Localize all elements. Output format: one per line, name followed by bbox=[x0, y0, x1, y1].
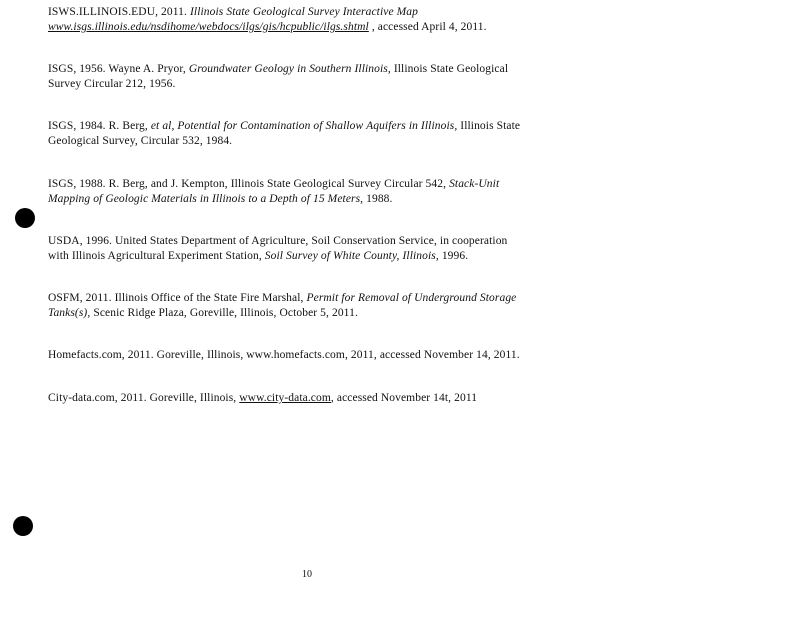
reference-entry bbox=[48, 391, 608, 406]
reference-text: Soil Survey of White County, Illinois, bbox=[264, 250, 439, 262]
reference-text: ISWS.ILLINOIS.EDU, 2011. bbox=[48, 6, 190, 18]
reference-text: , accessed November 14t, 2011 bbox=[330, 392, 478, 404]
reference-line bbox=[48, 5, 608, 20]
reference-text: et al, Potential for Contamination of Shallow Aquifers in Illinois, bbox=[150, 120, 458, 132]
reference-text: Mapping of Geologic Materials in Illinois to a Depth of 15 Meters, bbox=[48, 193, 364, 205]
reference-line bbox=[48, 249, 608, 264]
hole-punch-lower bbox=[13, 516, 33, 536]
reference-text: Permit for Removal of Underground Storage bbox=[306, 292, 517, 304]
reference-text: City-data.com, 2011. Goreville, Illinois, bbox=[48, 392, 240, 404]
reference-text: ISGS, 1988. R. Berg, and J. Kempton, Illinois State Geological Survey Circular 542, bbox=[48, 178, 450, 190]
reference-text: ISGS, 1984. R. Berg, bbox=[48, 120, 151, 132]
page-number: 10 bbox=[302, 569, 312, 580]
reference-line bbox=[48, 134, 608, 149]
reference-line bbox=[48, 348, 608, 363]
reference-line bbox=[48, 234, 608, 249]
reference-link[interactable]: www.city-data.com bbox=[239, 392, 331, 404]
reference-line bbox=[48, 177, 608, 192]
reference-text: Groundwater Geology in Southern Illinois, bbox=[188, 63, 391, 75]
reference-line bbox=[48, 306, 608, 321]
reference-text: Homefacts.com, 2011. Goreville, Illinois, www.homefacts.com, 2011, accessed November 14, 2011. bbox=[48, 349, 520, 361]
reference-text: Illinois State Geological bbox=[390, 63, 509, 75]
reference-text: ISGS, 1956. Wayne A. Pryor, bbox=[48, 63, 189, 75]
reference-text: Illinois State Geological Survey Interactive Map bbox=[189, 6, 419, 18]
reference-entry bbox=[48, 291, 608, 321]
reference-text: Illinois State bbox=[457, 120, 521, 132]
reference-text: Geological Survey, Circular 532, 1984. bbox=[48, 135, 233, 147]
reference-line bbox=[48, 119, 608, 134]
reference-entry bbox=[48, 119, 608, 149]
reference-entry bbox=[48, 62, 608, 92]
reference-link[interactable]: www.isgs.illinois.edu/nsdihome/webdocs/ilgs/gis/hcpublic/ilgs.shtml bbox=[48, 21, 369, 33]
reference-line bbox=[48, 20, 608, 35]
reference-entry bbox=[48, 234, 608, 264]
reference-text: USDA, 1996. United States Department of Agriculture, Soil Conservation Service, in cooperation bbox=[48, 235, 508, 247]
reference-text: Tanks(s), bbox=[48, 307, 91, 319]
reference-line bbox=[48, 192, 608, 207]
reference-line bbox=[48, 291, 608, 306]
reference-text: 1988. bbox=[363, 193, 393, 205]
reference-entry bbox=[48, 177, 608, 207]
hole-punch-upper bbox=[15, 208, 35, 228]
reference-text: 1996. bbox=[438, 250, 469, 262]
reference-text: with Illinois Agricultural Experiment Station, bbox=[48, 250, 265, 262]
reference-line bbox=[48, 77, 608, 92]
reference-entry bbox=[48, 5, 608, 35]
reference-line bbox=[48, 62, 608, 77]
reference-text: OSFM, 2011. Illinois Office of the State Fire Marshal, bbox=[48, 292, 307, 304]
reference-text: Survey Circular 212, 1956. bbox=[48, 78, 176, 90]
reference-text: Stack-Unit bbox=[449, 178, 500, 190]
reference-text: Scenic Ridge Plaza, Goreville, Illinois, October 5, 2011. bbox=[90, 307, 358, 319]
reference-entry bbox=[48, 348, 608, 363]
reference-line bbox=[48, 391, 608, 406]
reference-text: , accessed April 4, 2011. bbox=[368, 21, 487, 33]
